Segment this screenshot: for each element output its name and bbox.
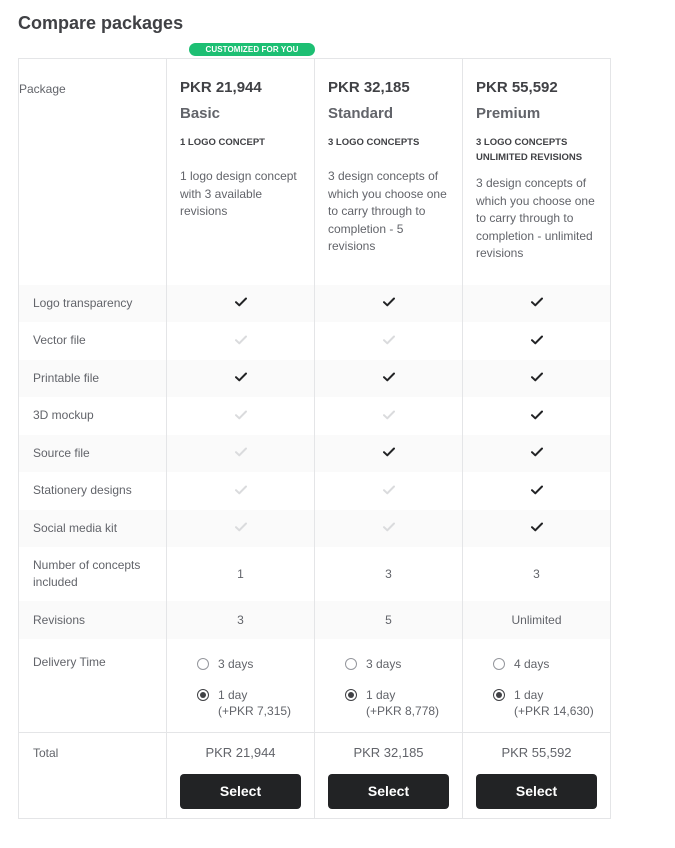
select-premium-button[interactable]: Select <box>476 774 597 809</box>
feature-label: Social media kit <box>19 510 167 548</box>
check-disabled-icon <box>235 335 247 345</box>
delivery-option-days: 1 day <box>366 688 396 702</box>
concepts-count-cell: 3 <box>315 547 463 601</box>
delivery-option-label <box>218 687 291 719</box>
revisions-cell: 5 <box>315 601 463 639</box>
package-row <box>19 59 611 285</box>
feature-label: Printable file <box>19 360 167 398</box>
package-tier: Basic <box>180 105 221 122</box>
row-label-revisions: Revisions <box>19 601 167 639</box>
select-basic-button[interactable]: Select <box>180 774 301 809</box>
package-standard <box>315 59 463 285</box>
concepts-count-row <box>19 547 611 601</box>
check-icon <box>383 372 395 382</box>
radio-checked-icon[interactable] <box>197 689 209 701</box>
feature-cell <box>315 435 463 473</box>
feature-row <box>19 510 611 548</box>
feature-row <box>19 322 611 360</box>
feature-cell <box>167 397 315 435</box>
delivery-options-basic <box>167 639 315 732</box>
feature-label: Vector file <box>33 333 86 348</box>
total-premium <box>463 732 611 818</box>
check-icon <box>531 485 543 495</box>
row-label-package: Package <box>19 82 66 96</box>
package-concepts-line-2: UNLIMITED REVISIONS <box>476 152 583 163</box>
feature-cell <box>315 397 463 435</box>
radio-unchecked-icon[interactable] <box>493 658 505 670</box>
radio-checked-icon[interactable] <box>493 689 505 701</box>
feature-rows <box>19 285 611 548</box>
check-icon <box>531 372 543 382</box>
feature-row <box>19 285 611 323</box>
feature-cell <box>315 322 463 360</box>
page-title: Compare packages <box>18 13 184 33</box>
check-icon <box>383 447 395 457</box>
feature-cell <box>463 397 611 435</box>
revisions-cell: 3 <box>167 601 315 639</box>
check-disabled-icon <box>235 485 247 495</box>
delivery-time-row <box>19 639 611 732</box>
check-disabled-icon <box>235 410 247 420</box>
delivery-option[interactable] <box>345 687 462 719</box>
check-disabled-icon <box>383 485 395 495</box>
package-description: 3 design concepts of which you choose one to carry through to completion - 5 revisions <box>328 169 447 253</box>
radio-checked-icon[interactable] <box>345 689 357 701</box>
feature-cell <box>463 285 611 323</box>
delivery-option-label: 3 days <box>218 657 254 671</box>
check-icon <box>383 297 395 307</box>
check-icon <box>235 297 247 307</box>
package-tier: Premium <box>476 105 541 122</box>
feature-cell <box>167 435 315 473</box>
feature-row <box>19 472 611 510</box>
delivery-option-label <box>366 687 439 719</box>
radio-unchecked-icon[interactable] <box>197 658 209 670</box>
check-icon <box>531 522 543 532</box>
delivery-option-extra: (+PKR 7,315) <box>218 704 292 718</box>
feature-label: Logo transparency <box>19 285 167 323</box>
check-disabled-icon <box>235 447 247 457</box>
feature-cell <box>463 322 611 360</box>
revisions-row <box>19 601 611 639</box>
feature-cell <box>463 510 611 548</box>
feature-cell <box>315 360 463 398</box>
delivery-options-premium <box>463 639 611 732</box>
feature-cell <box>315 472 463 510</box>
feature-cell <box>315 285 463 323</box>
package-description: 3 design concepts of which you choose one to carry through to completion - unlimited revisions <box>476 176 595 260</box>
total-price: PKR 55,592 <box>501 744 572 760</box>
feature-cell <box>463 360 611 398</box>
feature-cell <box>463 435 611 473</box>
check-icon <box>531 447 543 457</box>
feature-cell <box>167 472 315 510</box>
package-price: PKR 21,944 <box>180 79 262 96</box>
delivery-option[interactable] <box>197 656 314 672</box>
check-disabled-icon <box>383 410 395 420</box>
row-label-total: Total <box>19 732 167 818</box>
delivery-option[interactable] <box>493 656 610 672</box>
check-icon <box>531 335 543 345</box>
package-basic <box>167 59 315 285</box>
total-price: PKR 32,185 <box>353 744 424 760</box>
delivery-option-label: 4 days <box>514 657 550 671</box>
package-concepts <box>476 135 597 165</box>
check-icon <box>531 297 543 307</box>
delivery-option[interactable] <box>493 687 610 719</box>
feature-label: Source file <box>19 435 167 473</box>
radio-unchecked-icon[interactable] <box>345 658 357 670</box>
package-description: 1 logo design concept with 3 available revisions <box>180 169 297 218</box>
delivery-options-standard <box>315 639 463 732</box>
package-concepts-line-1: 3 LOGO CONCEPTS <box>476 137 568 148</box>
concepts-count-cell: 1 <box>167 547 315 601</box>
compare-table <box>18 58 611 819</box>
feature-row <box>19 435 611 473</box>
feature-label: Stationery designs <box>33 483 132 498</box>
package-price: PKR 32,185 <box>328 79 410 96</box>
delivery-option-days: 1 day <box>218 688 248 702</box>
feature-row <box>19 360 611 398</box>
concepts-count-cell: 3 <box>463 547 611 601</box>
delivery-option-label <box>514 687 594 719</box>
package-price: PKR 55,592 <box>476 79 558 96</box>
select-standard-button[interactable]: Select <box>328 774 449 809</box>
feature-row <box>19 397 611 435</box>
package-tier: Standard <box>328 105 394 122</box>
total-row <box>19 732 611 818</box>
feature-cell <box>167 322 315 360</box>
customized-badge: CUSTOMIZED FOR YOU <box>189 43 315 56</box>
check-icon <box>235 372 247 382</box>
total-standard <box>315 732 463 818</box>
delivery-option[interactable] <box>345 656 462 672</box>
total-basic <box>167 732 315 818</box>
check-disabled-icon <box>235 522 247 532</box>
delivery-option-days: 1 day <box>514 688 544 702</box>
package-concepts: 3 LOGO CONCEPTS <box>328 137 420 148</box>
feature-cell <box>167 285 315 323</box>
row-label-concepts-count: Number of concepts included <box>33 558 141 589</box>
check-icon <box>531 410 543 420</box>
delivery-option-extra: (+PKR 14,630) <box>514 704 594 718</box>
package-concepts: 1 LOGO CONCEPT <box>180 137 265 148</box>
feature-cell <box>315 510 463 548</box>
feature-cell <box>167 360 315 398</box>
delivery-option[interactable] <box>197 687 314 719</box>
row-label-delivery-time: Delivery Time <box>33 655 106 669</box>
check-disabled-icon <box>383 335 395 345</box>
total-price: PKR 21,944 <box>205 744 276 760</box>
delivery-option-extra: (+PKR 8,778) <box>366 704 440 718</box>
feature-cell <box>167 510 315 548</box>
check-disabled-icon <box>383 522 395 532</box>
delivery-option-label: 3 days <box>366 657 402 671</box>
revisions-cell: Unlimited <box>463 601 611 639</box>
feature-cell <box>463 472 611 510</box>
package-premium <box>463 59 611 285</box>
feature-label: 3D mockup <box>33 408 94 423</box>
